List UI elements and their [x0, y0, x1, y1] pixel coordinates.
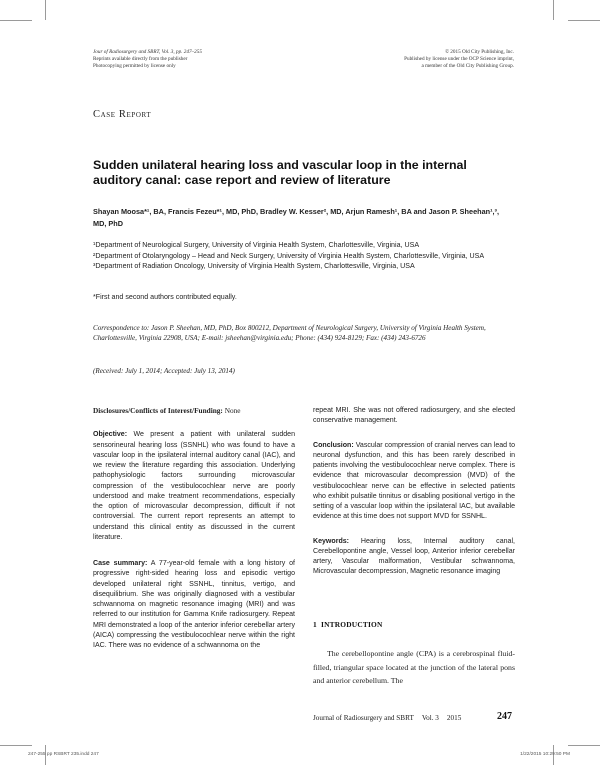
objective-text: We present a patient with unilateral sudden sensorineural hearing loss (SSNHL) who was found to have a vascular loop in the ipsilateral internal auditory canal (IAC), and we review the literature regarding this association. Underlying pathophysiologic factors surrounding microvascular compression of the vestibulocochlear nerve are poorly understood and make treatment recommendations, especially the option of microvascular decompression, difficult if not controversial. The current report represents an attempt to understand this clinical entity as discussed in the current literature.	[93, 431, 295, 541]
crop-mark	[568, 20, 600, 21]
case-summary-text: A 77-year-old female with a long history of progressive right-sided hearing loss and episodic vertigo developed unilateral right SSNHL, tinnitus, vertigo, and disequilibrium. She was originally diagnosed with a vestibular schwannoma on magnetic resonance imaging (MRI) and was referred to our institution for Gamma Knife radiosurgery. Repeat MRI demonstrated a loop of the anterior inferior cerebellar artery (AICA) compressing the vestibulocochlear nerve within the right IAC. There was no evidence of a schwannoma on the	[93, 560, 295, 649]
objective	[93, 430, 295, 543]
keywords	[313, 537, 515, 578]
case-summary-label: Case summary:	[93, 560, 148, 567]
footer-year: 2015	[446, 714, 462, 722]
affiliation: ¹Department of Neurological Surgery, University of Virginia Health System, Charlottesville, Virginia, USA	[93, 241, 420, 249]
conclusion	[313, 441, 515, 523]
affiliation: ²Department of Otolaryngology – Head and Neck Surgery, University of Virginia Health System, Charlottesville, Virginia, USA	[93, 251, 485, 260]
article-title: Sudden unilateral hearing loss and vascular loop in the internal auditory canal: case report and review of literature	[93, 158, 467, 187]
section-number: 1	[313, 620, 317, 629]
author-list: Shayan Moosa*¹, BA, Francis Fezeu*¹, MD, PhD, Bradley W. Kesser², MD, Arjun Ramesh¹, BA and Jason P. Sheehan¹,³, MD, PhD	[93, 207, 500, 228]
article-type: Case Report	[93, 109, 152, 120]
correspondence: Correspondence to: Jason P. Sheehan, MD, PhD, Box 800212, Department of Neurological Surgery, University of Virginia Health System, Charlottesville, Virginia 22908, USA; E-mail: jsheehan@virginia.edu; Phone: (434) 924-8129; Fax: (434) 243-6726	[93, 324, 486, 343]
footer-journal-name: Journal of Radiosurgery and SBRT	[313, 714, 414, 722]
print-slug-left: 247-255 pp RSBRT 235.indd 247	[28, 752, 99, 757]
print-slug-right: 1/22/2015 10:29:50 PM	[520, 752, 570, 757]
abstract-right-column	[313, 406, 515, 578]
conclusion-label: Conclusion:	[313, 441, 354, 449]
header-right-line: © 2015 Old City Publishing, Inc.	[445, 49, 514, 55]
header-left-line: Reprints available directly from the publisher	[93, 56, 188, 62]
received-accepted-dates: (Received: July 1, 2014; Accepted: July 13, 2014)	[93, 367, 235, 375]
equal-contribution-note: *First and second authors contributed equally.	[93, 293, 237, 301]
crop-mark	[568, 745, 600, 746]
affiliation: ³Department of Radiation Oncology, University of Virginia Health System, Charlottesville, Virginia, USA	[93, 262, 415, 271]
disclosures	[93, 406, 295, 416]
footer-volume: Vol. 3	[421, 714, 439, 722]
disclosures-label: Disclosures/Conflicts of Interest/Funding:	[93, 406, 223, 415]
running-header-left	[93, 49, 202, 70]
keywords-text: Hearing loss, Internal auditory canal, Cerebellopontine angle, Vessel loop, Anterior inferior cerebellar artery, Vascular malformation, Vestibular schwannoma, Microvascular decompression, Magnetic resonance imaging	[313, 537, 515, 576]
keywords-label: Keywords:	[313, 537, 350, 545]
crop-mark	[0, 20, 32, 21]
section-title: INTRODUCTION	[321, 620, 383, 629]
affiliations	[93, 240, 513, 272]
header-right-line: Published by license under the OCP Science imprint,	[404, 56, 514, 62]
crop-mark	[45, 0, 46, 20]
case-summary	[93, 559, 295, 651]
introduction-text: The cerebellopontine angle (CPA) is a cerebrospinal fluid-filled, triangular space located at the junction of the lateral pons and anterior cerebellum. The	[313, 649, 515, 686]
header-left-line: Jour of Radiosurgery and SBRT, Vol. 3, pp. 247–255	[93, 49, 202, 55]
section-heading	[313, 620, 383, 629]
header-left-line: Photocopying permitted by license only	[93, 63, 176, 69]
abstract-left-column	[93, 406, 295, 651]
conclusion-text: Vascular compression of cranial nerves can lead to neuronal dysfunction, and this has been rarely described in patients involving the vestibulocochlear nerve complex. There is evidence that microvascular decompression (MVD) of the vestibulocochlear nerve can be effective in selected patients who exhibit pulsatile tinnitus or disabling positional vertigo in the setting of a vascular loop within the ipsilateral IAC, but available evidence at this time does not support MVD for SSNHL.	[313, 441, 515, 521]
crop-mark	[553, 0, 554, 20]
case-summary-continued: repeat MRI. She was not offered radiosurgery, and she elected conservative management.	[313, 407, 515, 425]
header-right-line: a member of the Old City Publishing Group.	[421, 63, 514, 69]
running-header-right	[404, 49, 514, 70]
disclosures-text: None	[224, 406, 241, 415]
objective-label: Objective:	[93, 431, 128, 439]
crop-mark	[0, 745, 32, 746]
footer-journal	[313, 714, 461, 722]
page-number: 247	[497, 711, 512, 722]
